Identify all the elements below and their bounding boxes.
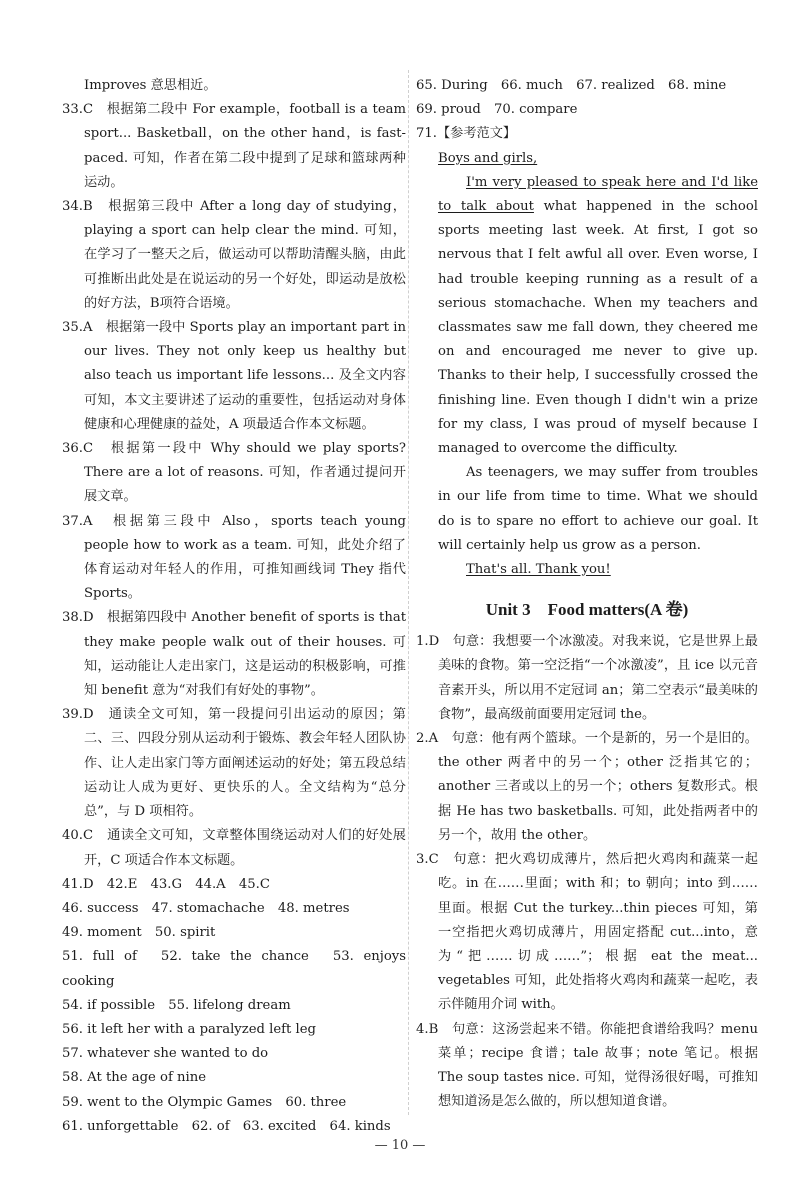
answers-46-48: 46. success 47. stomachache 48. metres (62, 900, 350, 916)
question-2-explanation: 2.A 句意：他有两个篮球。一个是新的，另一个是旧的。the other 两者中的另一个；other 泛指其它的；another 三者或以上的另一个；others 复数形式。根据 He has two basketballs. 可知，此处指两者中的另一个，故用 the other。 (416, 731, 758, 843)
answer-continuation: Improves 意思相近。 (84, 78, 217, 93)
answers-61-64: 61. unforgettable 62. of 63. excited 64. kinds (62, 1118, 391, 1134)
answers-54-55: 54. if possible 55. lifelong dream (62, 997, 291, 1013)
question-4-explanation: 4.B 句意：这汤尝起来不错。你能把食谱给我吗？menu 菜单；recipe 食谱；tale 故事；note 笔记。根据 The soup tastes nice. 可知，觉得汤很好喝，可推知想知道汤是怎么做的，所以想知道食谱。 (416, 1021, 758, 1110)
question-3-explanation: 3.C 句意：把火鸡切成薄片，然后把火鸡肉和蔬菜一起吃。in 在……里面；with 和；to 朝向；into 到……里面。根据 Cut the turkey...thin pieces 可知，第一空指把火鸡切成薄片，用固定搭配 cut...into，意为“把……切成……”；根据 eat the meat... vegetables 可知，此处指将火鸡肉和蔬菜一起吃，表示伴随用介词 with。 (416, 852, 758, 1013)
question-1-explanation: 1.D 句意：我想要一个冰激凌。对我来说，它是世界上最美味的食物。第一空泛指“一个冰激凌”，且 ice 以元音音素开头，所以用不定冠词 an；第二空表示“最美味的食物”，最高级前面要用定冠词 the。 (416, 634, 758, 722)
answer-39: 39.D 通读全文可知，第一段提问引出运动的原因；第二、三、四段分别从运动利于锻炼、教会年轻人团队协作、让人走出家门等方面阐述运动的好处；第五段总结运动让人成为更好、更快乐的人。全文结构为“总分总”，与 D 项相符。 (62, 707, 406, 820)
answers-51-53: 51. full of 52. take the chance 53. enjoys cooking (62, 949, 406, 989)
answer-56: 56. it left her with a paralyzed left leg (62, 1021, 316, 1037)
answer-34: 34.B 根据第三段中 After a long day of studying，playing a sport can help clear the mind. 可知，在学习了一整天之后，做运动可以帮助清醒头脑，由此可推断出此处是在说运动的另一个好处，即运动是放松的好方法，B项符合语境。 (62, 199, 406, 311)
answer-57: 57. whatever she wanted to do (62, 1046, 269, 1062)
answers-49-50: 49. moment 50. spirit (62, 925, 216, 941)
page-number: — 10 — (374, 1138, 426, 1153)
unit-title: Unit 3 Food matters(A 卷) (485, 600, 689, 620)
answer-35: 35.A 根据第一段中 Sports play an important part in our lives. They not only keep us healthy but also teach us important life lessons... 及全文内容可知，本文主要讲述了运动的重要性，包括运动对身体健康和心理健康的益处，A 项最适合作本文标题。 (62, 320, 406, 432)
answers-59-60: 59. went to the Olympic Games 60. three (62, 1094, 347, 1110)
answer-33: 33.C 根据第二段中 For example，football is a team sport... Basketball，on the other hand，is fast-paced. 可知，作者在第二段中提到了足球和篮球两种运动。 (62, 102, 406, 190)
answer-38: 38.D 根据第四段中 Another benefit of sports is that they make people walk out of their houses. 可知，运动能让人走出家门，这是运动的积极影响，可推知 benefit 意为“对我们有好处的事物”。 (62, 610, 406, 699)
essay-underlined-phrase: I'm very pleased to speak here and I'd like to talk about (438, 174, 758, 215)
essay-closing (416, 558, 758, 582)
essay-paragraph-2: As teenagers, we may suffer from troubles in our life from time to time. What we should do is to spare no effort to achieve our goal. It will certainly help us grow as a person. (438, 465, 758, 553)
essay-closing-text: That's all. Thank you! (466, 562, 611, 578)
answer-58: 58. At the age of nine (62, 1070, 207, 1086)
essay-paragraph-1-text: what happened in the school sports meeting last week. At first, I got so nervous that I felt awful all over. Even worse, I had trouble keeping running as a result of a serious stomachache. When my teachers and classmates saw me fall down, they cheered me on and encouraged me never to give up. Thanks to their help, I successfully crossed the finishing line. Even though I didn't win a prize for my class, I was proud of myself because I managed to overcome the difficulty. (438, 199, 758, 457)
answers-65-68: 65. During 66. much 67. realized 68. mine (416, 78, 727, 93)
essay-paragraph-1 (416, 171, 758, 461)
answer-40: 40.C 通读全文可知，文章整体围绕运动对人们的好处展开，C 项适合作本文标题。 (62, 828, 406, 868)
essay-greeting-text: Boys and girls, (438, 150, 538, 166)
answers-69-70: 69. proud 70. compare (416, 102, 578, 118)
answer-36: 36.C 根据第一段中 Why should we play sports? There are a lot of reasons. 可知，作者通过提问开展文章。 (62, 441, 406, 505)
left-column (62, 74, 406, 1139)
answer-37: 37.A 根据第三段中 Also，sports teach young people how to work as a team. 可知，此处介绍了体育运动对年轻人的作用，可推知画线词 They 指代 Sports。 (62, 513, 406, 602)
right-column (416, 74, 758, 1114)
answer-71-heading: 71.【参考范文】 (416, 126, 517, 142)
essay-greeting (416, 147, 758, 171)
column-divider (408, 70, 409, 1115)
answers-41-45: 41.D 42.E 43.G 44.A 45.C (62, 876, 270, 892)
